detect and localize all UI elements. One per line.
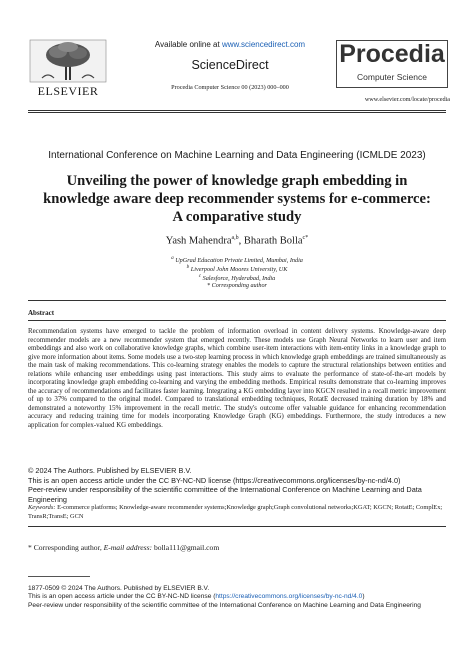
affiliation — [30, 255, 444, 264]
affiliation-text: Liverpool John Moores University, UK — [190, 266, 288, 274]
affiliation-mark: a — [171, 255, 174, 261]
affiliation-mark: c — [198, 273, 202, 279]
affiliation-text: Salesforce, Hyderabad, India — [202, 275, 276, 283]
keywords-divider — [28, 526, 446, 527]
email-label: E-mail address: — [103, 543, 153, 552]
license-suffix: ) — [362, 593, 365, 601]
available-prefix: Available online at — [154, 40, 220, 49]
license-link[interactable]: https://creativecommons.org/licenses/by-nc-nd/4.0 — [215, 593, 363, 601]
platform-name: ScienceDirect — [191, 58, 269, 72]
availability-line — [120, 40, 340, 49]
author-name: Yash Mahendra — [165, 235, 232, 247]
publisher-logo-text: ELSEVIER — [37, 84, 99, 98]
title-line: A comparative study — [172, 209, 302, 225]
author-list — [30, 235, 444, 247]
corresponding-author-note — [28, 543, 219, 552]
sciencedirect-link[interactable]: www.sciencedirect.com — [221, 40, 306, 49]
affiliation-text: UpGrad Education Private Limited, Mumbai, India — [175, 257, 303, 265]
footnote-rule — [28, 576, 90, 577]
procedia-brand-title: Procedia — [339, 40, 445, 68]
keywords-text: E-commerce platforms; Knowledge-aware recommender systems;Knowledge graph;Graph convolutional networks;KGAT; KGCN; RotatE; ComplEx; TransR;TransE; GCN — [28, 504, 443, 520]
keywords — [28, 504, 446, 521]
author-affiliation-marks: c* — [302, 235, 309, 241]
footer-block — [28, 585, 446, 610]
author-affiliation-marks: a,b — [231, 235, 239, 241]
procedia-brand-subtitle: Computer Science — [357, 72, 427, 82]
title-line: Unveiling the power of knowledge graph embedding in — [66, 173, 408, 189]
header-divider — [28, 110, 446, 111]
peer-review-line: Peer-review under responsibility of the scientific committee of the International Conference on Machine Learning and Data Engineering — [28, 485, 422, 504]
keywords-label: Keywords: — [28, 504, 56, 511]
journal-line: Procedia Computer Science 00 (2023) 000–000 — [171, 84, 289, 91]
abstract-divider — [28, 300, 446, 301]
affiliation-mark: * — [207, 282, 211, 289]
title-line: knowledge aware deep recommender systems for e-commerce: — [43, 191, 431, 207]
affiliation — [30, 273, 444, 282]
locate-url[interactable]: www.elsevier.com/locate/procedia — [364, 96, 450, 103]
author-name: Bharath Bolla — [243, 235, 303, 247]
abstract-heading: Abstract — [28, 309, 55, 317]
affiliation — [30, 264, 444, 273]
author-separator: , — [238, 235, 244, 247]
abstract-heading-divider — [28, 320, 446, 321]
corresponding-prefix: * Corresponding author, — [28, 543, 104, 552]
license-prefix: This is an open access article under the CC BY-NC-ND license ( — [28, 593, 216, 601]
header-divider-thin — [28, 112, 446, 113]
abstract-body: Recommendation systems have emerged to tackle the problem of information overload in content delivery systems. Knowledge-aware deep recommender models are a new recommender system that emerged recently. These models use Graph Neural Networks to learn user and item embeddings and also work on collaborative knowledge graphs, which combine user-item interactions with item-entity links in a knowledge graph to give more information about items. Some models use a two-step learning process in which knowledge graph embeddings are trained simultaneously as the main task of making recommendations. This co-learning strategy enables the models to capture the structural relationships between entities and relations while enhancing user embeddings using past interactions. This study aims to evaluate the performance of state-of-the-art models by incorporating knowledge graph embedding co-learning and varying the embedding methods. Empirical results demonstrate that co-learning improves the accuracy of recommendations and facilitates faster learning. Integrating a KG embedding layer into KGCN resulted in a recall metric improvement of up to 37% compared to the original model. Compared to translational embedding techniques, RotatE decreased training duration by 18% and demonstrated a noteworthy 15% improvement in the recall metric. The study's outcome offer valuable guidance for enhancing recommendation accuracy and reducing training time for models incorporating Knowledge Graph (KG) embeddings. Furthermore, the study introduces a new application for complex-valued KG embeddings. — [28, 328, 446, 429]
copyright-line: © 2024 The Authors. Published by ELSEVIER B.V. — [28, 466, 192, 475]
affiliation — [30, 282, 444, 289]
paper-title — [30, 172, 444, 226]
footer-peer-review: Peer-review under responsibility of the scientific committee of the International Conference on Machine Learning and Data Engineering — [28, 601, 421, 609]
license-line: This is an open access article under the CC BY-NC-ND license (https://creativecommons.org/licenses/by-nc-nd/4.0) — [28, 475, 401, 485]
affiliation-text: Corresponding author — [211, 282, 267, 289]
conference-name: International Conference on Machine Learning and Data Engineering (ICMLDE 2023) — [48, 150, 426, 161]
footer-license-line — [28, 593, 446, 601]
affiliation-mark: b — [186, 264, 190, 270]
email-address[interactable]: bolla111@gmail.com — [152, 543, 220, 552]
copyright-block — [28, 466, 446, 504]
issn-line: 1877-0509 © 2024 The Authors. Published by ELSEVIER B.V. — [28, 585, 210, 592]
